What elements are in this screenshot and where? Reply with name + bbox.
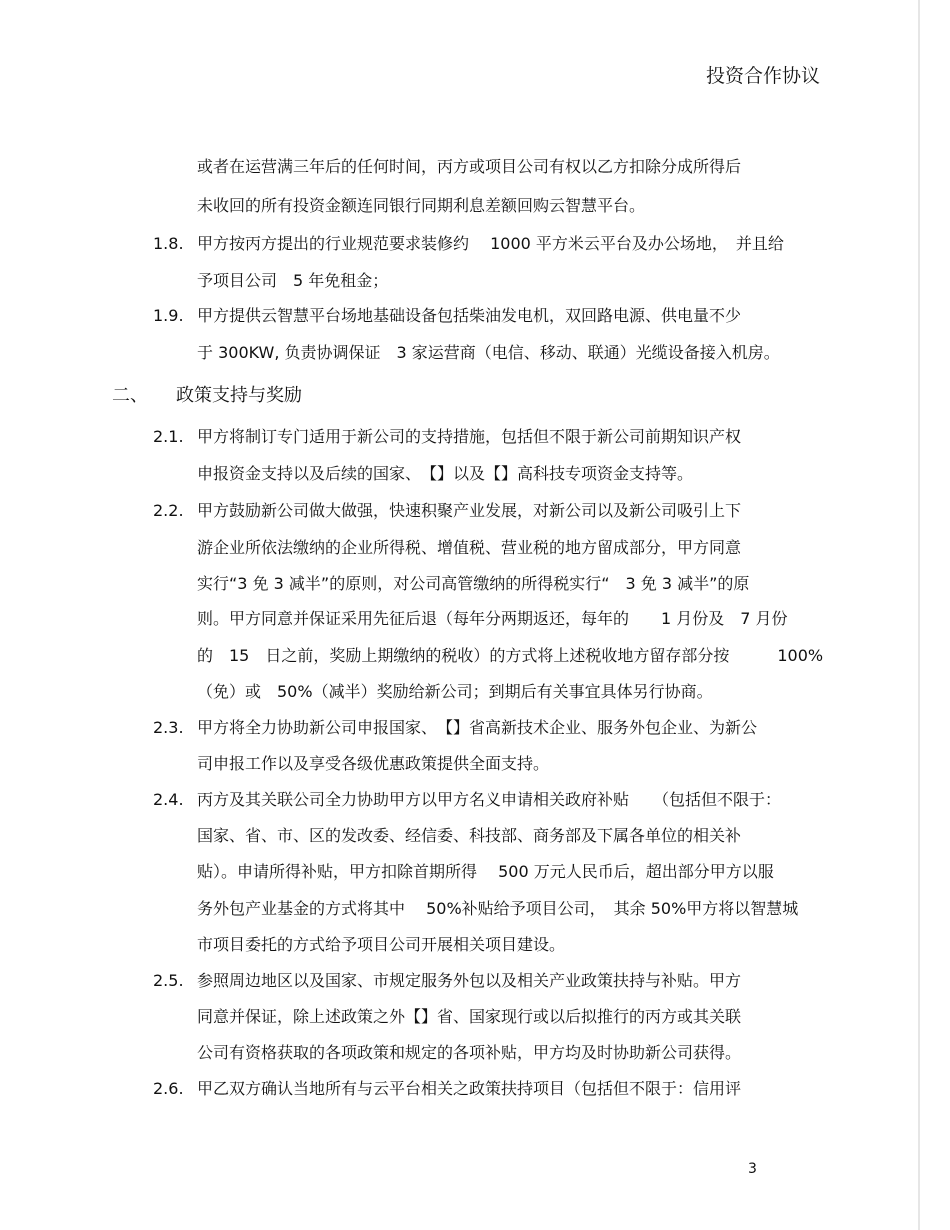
continuation-line: 未收回的所有投资金额连同银行同期利息差额回购云智慧平台。 <box>197 196 646 215</box>
clause-2-3-line: 司申报工作以及享受各级优惠政策提供全面支持。 <box>197 754 550 773</box>
clause-1-9-line: 甲方提供云智慧平台场地基础设备包括柴油发电机，双回路电源、供电量不少 <box>197 306 742 325</box>
clause-1-8-line: 予项目公司 5 年免租金； <box>197 271 389 290</box>
clause-2-4-line: 贴）。申请所得补贴，甲方扣除首期所得 500 万元人民币后，超出部分甲方以服 <box>197 862 774 881</box>
clause-2-1-line: 甲方将制订专门适用于新公司的支持措施，包括但不限于新公司前期知识产权 <box>197 427 742 446</box>
clause-2-2-line: 游企业所依法缴纳的企业所得税、增值税、营业税的地方留成部分，甲方同意 <box>197 538 742 557</box>
page-edge <box>918 0 920 1230</box>
continuation-line: 或者在运营满三年后的任何时间，丙方或项目公司有权以乙方扣除分成所得后 <box>197 157 742 176</box>
clause-number-2-1: 2.1. <box>153 427 184 446</box>
clause-number-2-4: 2.4. <box>153 790 184 809</box>
clause-2-4-line: 国家、省、市、区的发改委、经信委、科技部、商务部及下属各单位的相关补 <box>197 826 742 845</box>
clause-number-1-9: 1.9. <box>153 306 184 325</box>
clause-1-8-line: 甲方按丙方提出的行业规范要求装修约 1000 平方米云平台及办公场地， 并且给 <box>197 234 784 253</box>
clause-2-1-line: 申报资金支持以及后续的国家、 【】以及【】高科技专项资金支持等。 <box>197 464 694 483</box>
clause-number-1-8: 1.8. <box>153 234 184 253</box>
clause-2-4-line: 务外包产业基金的方式将其中 50%补贴给予项目公司， 其余 50%甲方将以智慧城 <box>197 899 799 918</box>
section-title: 政策支持与奖励 <box>176 385 302 406</box>
page-number: 3 <box>748 1161 757 1177</box>
clause-2-2-line: 甲方鼓励新公司做大做强，快速积聚产业发展，对新公司以及新公司吸引上下 <box>197 501 742 520</box>
document-header-title: 投资合作协议 <box>706 65 821 87</box>
clause-2-5-line: 公司有资格获取的各项政策和规定的各项补贴，甲方均及时协助新公司获得。 <box>197 1043 742 1062</box>
clause-2-2-line: 实行“3 免 3 减半”的原则，对公司高管缴纳的所得税实行“ 3 免 3 减半”的原 <box>197 574 750 593</box>
clause-2-4-line: 市项目委托的方式给予项目公司开展相关项目建设。 <box>197 935 566 954</box>
clause-2-2-line: 则。甲方同意并保证采用先征后退（每年分两期返还，每年的 1 月份及 7 月份 <box>197 609 788 628</box>
clause-2-5-line: 同意并保证，除上述政策之外【】省、国家现行或以后拟推行的丙方或其关联 <box>197 1007 742 1026</box>
clause-number-2-2: 2.2. <box>153 501 184 520</box>
clause-2-3-line: 甲方将全力协助新公司申报国家、 【】省高新技术企业、服务外包企业、为新公 <box>197 718 758 737</box>
clause-2-5-line: 参照周边地区以及国家、市规定服务外包以及相关产业政策扶持与补贴。甲方 <box>197 971 742 990</box>
clause-number-2-3: 2.3. <box>153 718 184 737</box>
clause-number-2-5: 2.5. <box>153 971 184 990</box>
clause-2-4-line: 丙方及其关联公司全力协助甲方以甲方名义申请相关政府补贴 （包括但不限于： <box>197 790 782 809</box>
clause-2-6-line: 甲乙双方确认当地所有与云平台相关之政策扶持项目（包括但不限于：信用评 <box>197 1079 742 1098</box>
clause-1-9-line: 于 300KW, 负责协调保证 3 家运营商（电信、移动、联通）光缆设备接入机房。 <box>197 343 780 362</box>
clause-2-2-line: （免）或 50%（减半）奖励给新公司；到期后有关事宜具体另行协商。 <box>197 682 713 701</box>
section-number: 二、 <box>112 385 148 406</box>
clause-2-2-line: 的 15 日之前，奖励上期缴纳的税收）的方式将上述税收地方留存部分按 100% <box>197 646 824 665</box>
clause-number-2-6: 2.6. <box>153 1079 184 1098</box>
